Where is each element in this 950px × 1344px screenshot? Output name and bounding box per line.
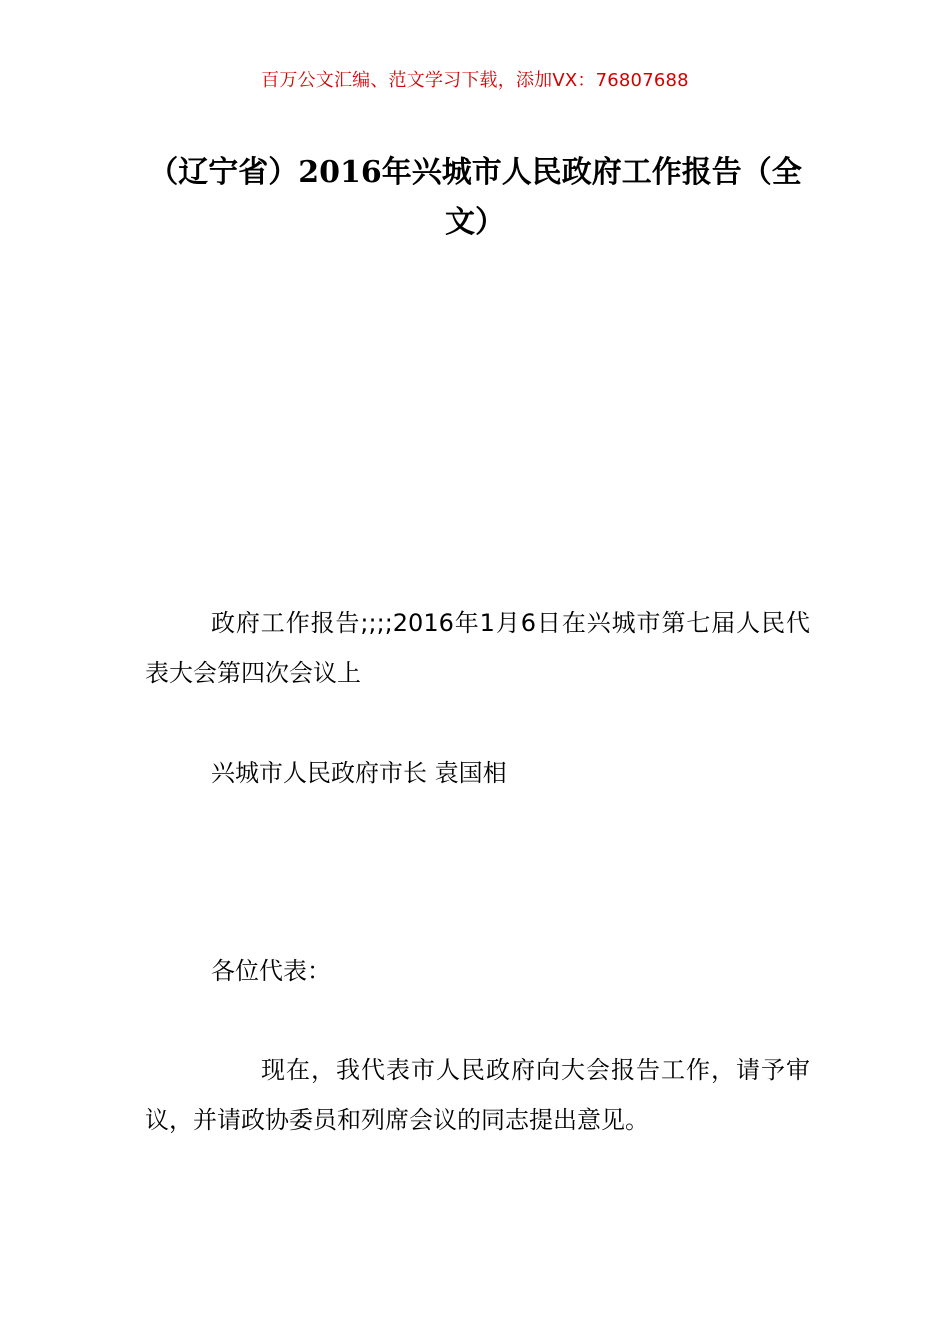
report-meeting-line: 政府工作报告;;;;2016年1月6日在兴城市第七届人民代表大会第四次会议上 <box>145 609 810 687</box>
report-author-line: 兴城市人民政府市长 袁国相 <box>211 759 507 787</box>
body-paragraph: 现在，我代表市人民政府向大会报告工作，请予审议，并请政协委员和列席会议的同志提出意见。 <box>145 1056 810 1134</box>
salutation: 各位代表： <box>211 957 331 985</box>
watermark-header-note: 百万公文汇编、范文学习下载，添加VX：76807688 <box>261 70 689 91</box>
document-title: （辽宁省）2016年兴城市人民政府工作报告（全文） <box>148 155 802 240</box>
